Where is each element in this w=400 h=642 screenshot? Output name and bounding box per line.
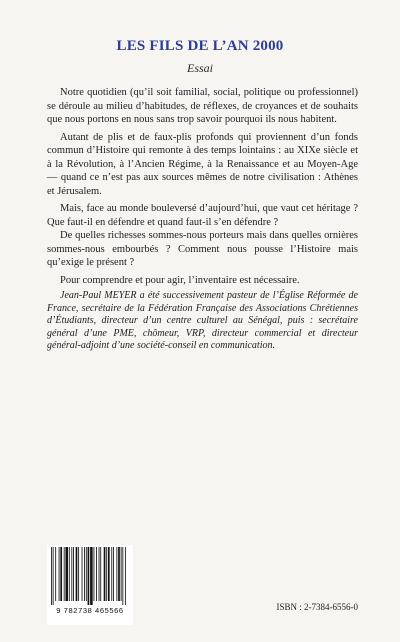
barcode-bar: [78, 547, 79, 601]
author-bio: [47, 290, 358, 353]
blurb-paragraph: De quelles richesses sommes-nous porteurs mais dans quelles ornières sommes-nous embourbés ? Comment nous pousse l’Histoire mais qu’exige le présent ?: [47, 230, 358, 268]
isbn-number: ISBN : 2-7384-6556-0: [276, 602, 358, 612]
barcode-bar: [51, 547, 52, 605]
blurb: [47, 86, 358, 287]
barcode-bar: [106, 547, 107, 601]
book-title: LES FILS DE L’AN 2000: [116, 38, 284, 54]
barcode-bar: [116, 547, 117, 601]
blurb-paragraph: Autant de plis et de faux-plis profonds qui proviennent d’un fonds commun d’Histoire qui remonte à des temps lointains : au XIXe siècle et à la Révolution, à l’Ancien Régime, à la Renaissance et au Moyen-Age — quand ce n’est pas aux sources mêmes de notre civilisation : Athènes et Jérusalem.: [47, 131, 358, 197]
author-bio-text: Jean-Paul MEYER a été successivement pasteur de l’Église Réformée de France, secrétaire de la Fédération Française des Associations Chrétiennes d’Étudiants, directeur d’un centre culturel au Sénégal, puis : secrétaire général d’une PME, chômeur, VRP, directeur commercial et directeur général-adjoint d’une société-conseil en communication.: [47, 290, 358, 351]
barcode-bar: [59, 547, 60, 601]
barcode-bar: [69, 547, 70, 601]
barcode-bar: [90, 547, 93, 605]
barcode-bar: [125, 547, 126, 605]
barcode-bar: [82, 547, 83, 601]
barcode-bars: [47, 545, 133, 605]
barcode-bar: [108, 547, 110, 601]
barcode-bar: [111, 547, 112, 601]
barcode: [47, 545, 133, 625]
barcode-bar: [53, 547, 54, 605]
barcode-bar: [113, 547, 114, 601]
barcode-bar: [121, 547, 122, 601]
barcode-bar: [73, 547, 74, 601]
barcode-bar: [88, 547, 90, 605]
barcode-bar: [71, 547, 72, 601]
barcode-bar: [86, 547, 87, 601]
barcode-bar: [118, 547, 120, 601]
barcode-bar: [99, 547, 100, 601]
barcode-bar: [76, 547, 78, 601]
barcode-bar: [100, 547, 101, 601]
barcode-bar: [60, 547, 62, 601]
barcode-bar: [64, 547, 65, 601]
blurb-paragraph: Mais, face au monde bouleversé d’aujourd’hui, que vaut cet héritage ? Que faut-il en défendre et quand faut-il s’en défendre ?: [47, 203, 358, 228]
barcode-bar: [84, 547, 85, 601]
barcode-bar: [96, 547, 97, 601]
barcode-bar: [104, 547, 106, 601]
barcode-bar: [65, 547, 68, 601]
blurb-paragraph: Notre quotidien (qu’il soit familial, social, politique ou professionnel) se déroule au milieu d’habitudes, de réflexes, de croyances et de souhaits que nous portons en nous sans trop savoir pourquoi ils nous habitent.: [47, 87, 358, 125]
barcode-bar: [122, 547, 123, 605]
barcode-digits: 9 782738 465566: [56, 606, 124, 615]
barcode-bar: [94, 547, 95, 601]
book-subtitle: Essai: [186, 61, 213, 75]
barcode-bar: [55, 547, 56, 601]
blurb-paragraph: Pour comprendre et pour agir, l’inventaire est nécessaire.: [60, 274, 300, 286]
